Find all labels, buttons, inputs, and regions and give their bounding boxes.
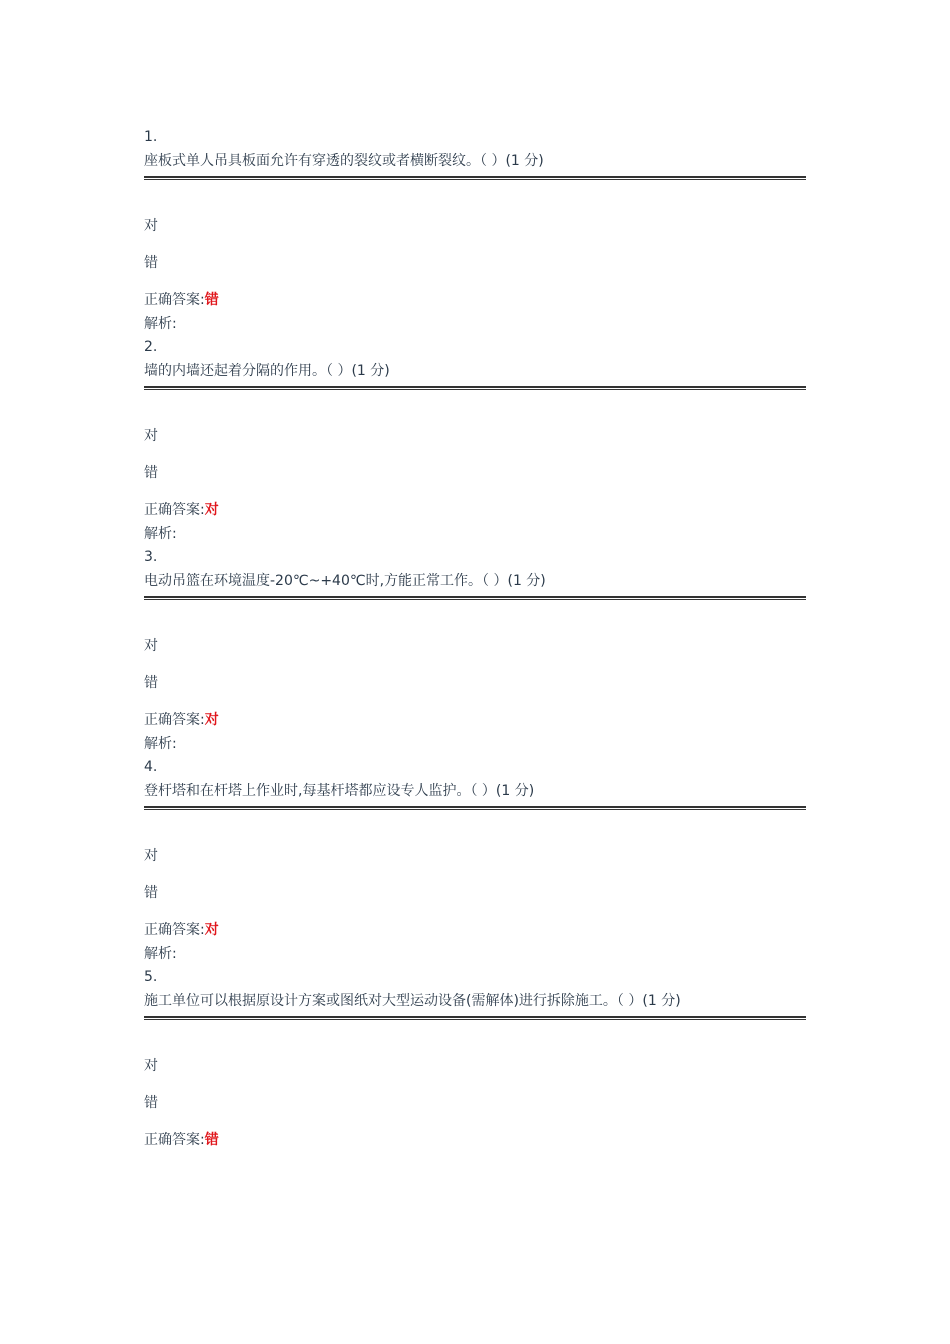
analysis-label: 解析: (144, 316, 177, 332)
correct-answer (144, 290, 806, 310)
question-number: 3. (144, 549, 158, 565)
question-list (144, 128, 806, 1150)
option-true[interactable]: 对 (144, 638, 158, 654)
option-true[interactable]: 对 (144, 428, 158, 444)
option-false[interactable]: 错 (144, 1095, 158, 1111)
correct-answer (144, 710, 806, 730)
correct-answer-label: 正确答案: (144, 502, 205, 518)
question-2 (144, 338, 806, 544)
question-stem: 座板式单人吊具板面允许有穿透的裂纹或者横断裂纹。（ ）(1 分) (144, 153, 544, 169)
correct-answer (144, 920, 806, 940)
analysis-label: 解析: (144, 736, 177, 752)
question-1 (144, 128, 806, 334)
question-stem: 电动吊篮在环境温度-20℃~+40℃时,方能正常工作。（ ）(1 分) (144, 573, 546, 589)
question-stem: 登杆塔和在杆塔上作业时,每基杆塔都应设专人监护。（ ）(1 分) (144, 783, 535, 799)
correct-answer (144, 500, 806, 520)
question-divider (144, 806, 806, 810)
option-true[interactable]: 对 (144, 848, 158, 864)
correct-answer-label: 正确答案: (144, 292, 205, 308)
correct-answer-label: 正确答案: (144, 922, 205, 938)
correct-answer-value: 对 (204, 922, 219, 938)
question-stem: 施工单位可以根据原设计方案或图纸对大型运动设备(需解体)进行拆除施工。（ ）(1 分) (144, 993, 681, 1009)
question-4 (144, 758, 806, 964)
option-false[interactable]: 错 (144, 255, 158, 271)
question-number: 4. (144, 759, 158, 775)
question-number: 5. (144, 969, 158, 985)
question-divider (144, 1016, 806, 1020)
question-stem: 墙的内墙还起着分隔的作用。（ ）(1 分) (144, 363, 390, 379)
question-3 (144, 548, 806, 754)
correct-answer (144, 1130, 806, 1150)
correct-answer-value: 错 (204, 292, 219, 308)
question-divider (144, 386, 806, 390)
option-false[interactable]: 错 (144, 885, 158, 901)
option-true[interactable]: 对 (144, 1058, 158, 1074)
analysis-label: 解析: (144, 946, 177, 962)
option-false[interactable]: 错 (144, 675, 158, 691)
option-false[interactable]: 错 (144, 465, 158, 481)
analysis-label: 解析: (144, 526, 177, 542)
question-number: 2. (144, 339, 158, 355)
question-number: 1. (144, 129, 158, 145)
question-5 (144, 968, 806, 1150)
question-divider (144, 596, 806, 600)
question-divider (144, 176, 806, 180)
correct-answer-value: 对 (204, 712, 219, 728)
correct-answer-label: 正确答案: (144, 712, 205, 728)
option-true[interactable]: 对 (144, 218, 158, 234)
correct-answer-value: 错 (204, 1132, 219, 1148)
correct-answer-value: 对 (204, 502, 219, 518)
correct-answer-label: 正确答案: (144, 1132, 205, 1148)
